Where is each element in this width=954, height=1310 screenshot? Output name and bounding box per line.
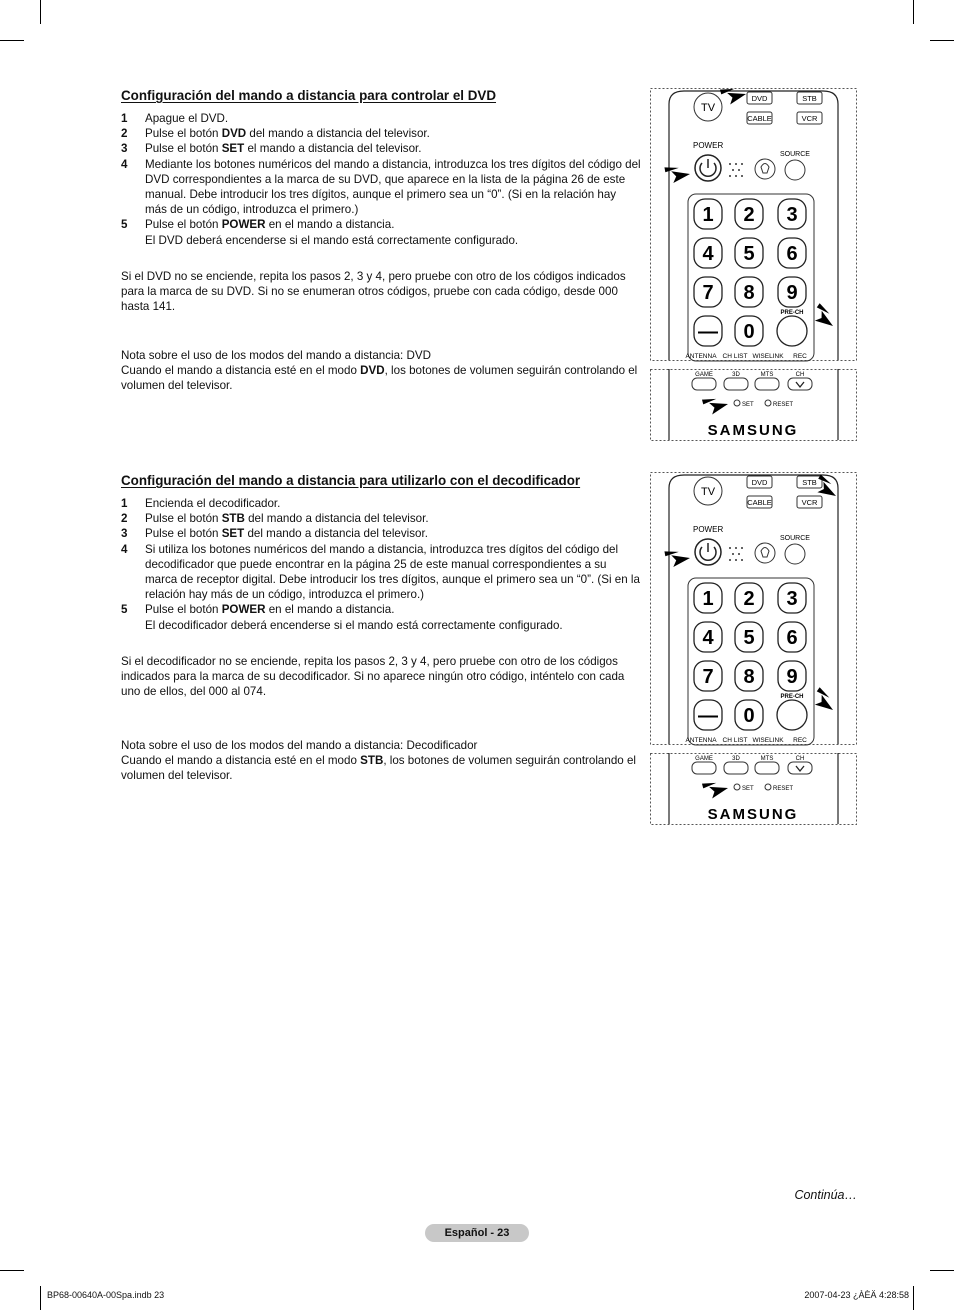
svg-text:9: 9 — [786, 666, 798, 688]
svg-text:WISELINK: WISELINK — [752, 737, 784, 744]
step-number: 2 — [121, 512, 128, 526]
step-text: Apague el DVD. — [145, 112, 229, 125]
svg-text:CH: CH — [795, 756, 805, 762]
crop-mark — [40, 0, 41, 24]
step-text: Encienda el decodificador. — [145, 497, 281, 510]
svg-text:SOURCE: SOURCE — [780, 535, 810, 542]
svg-text:9: 9 — [786, 282, 798, 304]
svg-text:5: 5 — [743, 243, 755, 265]
step-text: Pulse el botón SET el mando a distancia del televisor. — [145, 142, 422, 156]
svg-text:7: 7 — [702, 282, 714, 304]
crop-mark — [930, 1270, 954, 1271]
step-number: 5 — [121, 218, 128, 232]
svg-text:GAME: GAME — [695, 756, 713, 762]
step-number: 4 — [121, 542, 128, 556]
svg-text:—: — — [698, 705, 718, 727]
svg-text:3D: 3D — [732, 372, 740, 378]
retry-paragraph-dvd: Si el DVD no se enciende, repita los pasos 2, 3 y 4, pero pruebe con otro de los códigos indicados para la marca de su DVD. Si no se enumeran otros códigos, pruebe con cada código, desde 000 hasta 141. — [121, 270, 626, 314]
svg-text:STB: STB — [802, 478, 817, 487]
remote-illustration-stb — [650, 472, 857, 826]
step-text: Pulse el botón POWER en el mando a distancia. El decodificador deberá encenderse si el mando está correctamente configurado. — [145, 603, 563, 632]
svg-text:ANTENNA: ANTENNA — [685, 353, 717, 360]
svg-text:SET: SET — [742, 786, 754, 792]
svg-text:6: 6 — [786, 627, 798, 649]
svg-text:1: 1 — [702, 588, 714, 610]
svg-text:REC: REC — [793, 737, 807, 744]
step-text: Pulse el botón POWER en el mando a distancia. El DVD deberá encenderse si el mando está correctamente configurado. — [145, 218, 519, 247]
svg-text:8: 8 — [743, 282, 755, 304]
svg-text:PRE-CH: PRE-CH — [780, 310, 804, 316]
svg-text:ANTENNA: ANTENNA — [685, 737, 717, 744]
section-title-stb: Configuración del mando a distancia para utilizarlo con el decodificador — [121, 473, 581, 488]
steps-list-dvd — [121, 111, 641, 248]
section-title-dvd: Configuración del mando a distancia para controlar el DVD — [121, 88, 497, 103]
svg-text:SET: SET — [742, 402, 754, 408]
crop-mark — [913, 1286, 914, 1310]
note-paragraph-dvd: Nota sobre el uso de los modos del mando a distancia: DVD Cuando el mando a distancia esté en el modo DVD, los botones de volumen seguirán controlando el volumen del televisor. — [121, 349, 638, 393]
step-text: Pulse el botón STB del mando a distancia del televisor. — [145, 512, 429, 526]
step-number: 1 — [121, 112, 128, 125]
step-item — [121, 496, 641, 511]
step-number: 1 — [121, 497, 128, 510]
step-item — [121, 526, 641, 541]
svg-text:DVD: DVD — [751, 94, 768, 103]
svg-text:GAME: GAME — [695, 372, 713, 378]
svg-text:VCR: VCR — [801, 498, 818, 507]
step-item — [121, 511, 641, 526]
svg-text:MTS: MTS — [760, 372, 774, 378]
svg-text:SAMSUNG: SAMSUNG — [707, 806, 799, 823]
svg-text:3D: 3D — [732, 756, 740, 762]
svg-text:CABLE: CABLE — [747, 498, 772, 507]
footer-timestamp: 2007-04-23 ¿ÀÈÄ 4:28:58 — [804, 1290, 909, 1300]
svg-text:TV: TV — [700, 102, 716, 114]
svg-text:4: 4 — [702, 627, 714, 649]
remote-illustration-dvd — [650, 88, 857, 442]
svg-text:2: 2 — [743, 204, 755, 226]
svg-text:RESET: RESET — [773, 402, 794, 408]
step-number: 4 — [121, 157, 128, 171]
svg-text:—: — — [698, 321, 718, 343]
svg-text:POWER: POWER — [693, 141, 724, 150]
step-text: Mediante los botones numéricos del mando a distancia, introduzca los tres dígitos del código del DVD correspondientes a la marca de su DVD, que aparece en la lista de la página 26 de este manual. Debe introducir los tres dígitos, aunque el primero sea un “0”. (Si en la relación hay más de un código, introduzca el primero.) — [145, 157, 641, 217]
svg-text:DVD: DVD — [751, 478, 768, 487]
crop-mark — [0, 1270, 24, 1271]
crop-mark — [913, 0, 914, 24]
step-item — [121, 111, 641, 126]
svg-text:TV: TV — [700, 486, 716, 498]
svg-text:STB: STB — [802, 94, 817, 103]
page-number-badge: Español - 23 — [425, 1224, 529, 1242]
step-item — [121, 542, 641, 603]
svg-text:3: 3 — [786, 588, 798, 610]
steps-list-stb — [121, 496, 641, 633]
svg-text:2: 2 — [743, 588, 755, 610]
step-number: 3 — [121, 527, 128, 541]
svg-text:4: 4 — [702, 243, 714, 265]
svg-text:3: 3 — [786, 204, 798, 226]
svg-text:CH: CH — [795, 372, 805, 378]
step-number: 5 — [121, 603, 128, 617]
svg-text:CH LIST: CH LIST — [722, 737, 748, 744]
svg-text:SOURCE: SOURCE — [780, 151, 810, 158]
svg-text:REC: REC — [793, 353, 807, 360]
svg-text:RESET: RESET — [773, 786, 794, 792]
step-item — [121, 157, 641, 218]
step-text: Si utiliza los botones numéricos del mando a distancia, introduzca tres dígitos del código del decodificador que puede encontrar en la página 25 de este manual correspondientes a su marca de receptor digital. Debe introducir los tres dígitos, aunque el primero sea un “0”. (Si en la relación hay más de un código, introduzca el primero.) — [145, 542, 640, 602]
crop-mark — [930, 40, 954, 41]
svg-text:CABLE: CABLE — [747, 114, 772, 123]
footer-file-info: BP68-00640A-00Spa.indb 23 — [47, 1290, 165, 1300]
svg-text:POWER: POWER — [693, 525, 724, 534]
svg-text:1: 1 — [702, 204, 714, 226]
step-item — [121, 126, 641, 141]
step-text: Pulse el botón SET del mando a distancia del televisor. — [145, 527, 428, 541]
retry-paragraph-stb: Si el decodificador no se enciende, repita los pasos 2, 3 y 4, pero pruebe con otro de los códigos indicados para la marca de su decodificador. Si no aparece ningún otro código, inténtelo con cada uno de ellos, del 000 al 074. — [121, 655, 625, 699]
svg-text:0: 0 — [743, 705, 755, 727]
svg-text:WISELINK: WISELINK — [752, 353, 784, 360]
step-item — [121, 217, 641, 247]
svg-text:CH LIST: CH LIST — [722, 353, 748, 360]
svg-text:VCR: VCR — [801, 114, 818, 123]
note-paragraph-stb: Nota sobre el uso de los modos del mando a distancia: Decodificador Cuando el mando a distancia esté en el modo STB, los botones de volumen seguirán controlando el volumen del televisor. — [121, 739, 636, 783]
continued-label: Continúa… — [794, 1188, 857, 1202]
step-item — [121, 602, 641, 632]
svg-text:5: 5 — [743, 627, 755, 649]
svg-text:7: 7 — [702, 666, 714, 688]
svg-text:PRE-CH: PRE-CH — [780, 694, 804, 700]
svg-text:6: 6 — [786, 243, 798, 265]
step-text: Pulse el botón DVD del mando a distancia del televisor. — [145, 127, 430, 141]
svg-text:0: 0 — [743, 321, 755, 343]
step-number: 3 — [121, 142, 128, 156]
svg-text:MTS: MTS — [760, 756, 774, 762]
svg-text:SAMSUNG: SAMSUNG — [707, 422, 799, 439]
crop-mark — [40, 1286, 41, 1310]
step-item — [121, 141, 641, 156]
crop-mark — [0, 40, 24, 41]
svg-text:8: 8 — [743, 666, 755, 688]
step-number: 2 — [121, 127, 128, 141]
